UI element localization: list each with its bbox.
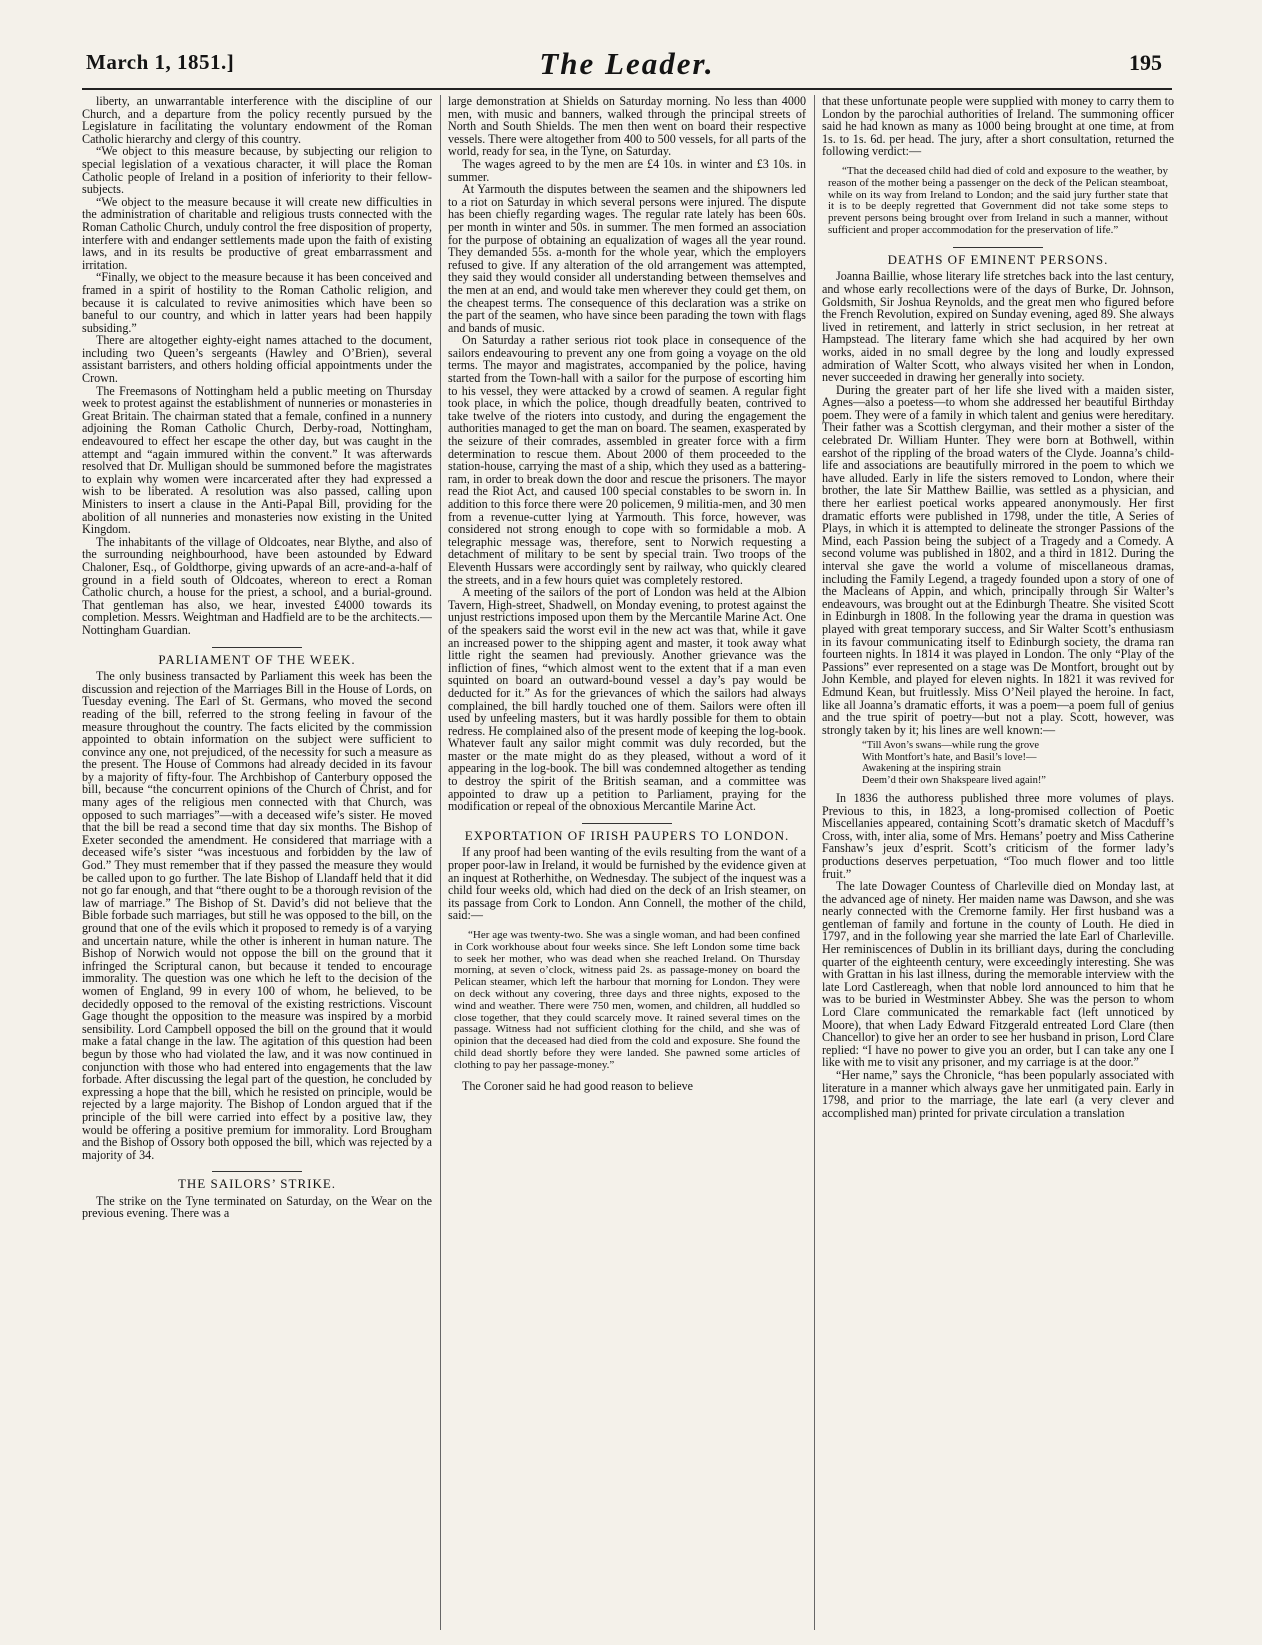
column-divider	[440, 95, 441, 1630]
paragraph: During the greater part of her life she lived with a maiden sister, Agnes—also a poetess—to whom she addressed her beautiful Birthday poem. They were of a family in which talent and genius were hereditary. Their father was a Scottish clergyman, and their mother a sister of the celebrated Dr. William Hunter. They were born at Bothwell, within earshot of the rippling of the broad waters of the Clyde. Joanna’s child-life and associations are beautifully mirrored in the poem to which we have alluded. Early in life the sisters removed to London, where their brother, the late Sir Matthew Baillie, was settled as a physician, and there her earliest poetical works appeared anonymously. Her first dramatic efforts were published in 1798, under the title, A Series of Plays, in which it is attempted to delineate the stronger Passions of the Mind, each Passion being the subject of a Tragedy and a Comedy. A second volume was published in 1802, and a third in 1812. During the interval she gave the world a volume of miscellaneous dramas, including the Family Legend, a tragedy founded upon a story of one of the Macleans of Appin, and which, principally through Sir Walter’s endeavours, was brought out at the Edinburgh Theatre. She visited Scott in Edinburgh in 1808. In the following year the drama in question was played with great temporary success, and Sir Walter Scott’s enthusiasm in its favour communicating itself to Edinburgh society, the drama ran fourteen nights. In 1814 it was played in London. The only “Play of the Passions” ever represented on a stage was De Montfort, brought out by John Kemble, and played for eleven nights. In 1821 it was revived for Edmund Kean, but fruitlessly. Miss O’Neil played the heroine. In fact, like all Joanna’s dramatic efforts, it was a poem—a poem full of genius and the true spirit of poetry—but not a play. Scott, however, was strongly taken by it; his lines are well known:—	[822, 382, 1174, 737]
block-quote: “That the deceased child had died of cold and exposure to the weather, by reason of the mother being a passenger on the deck of the Pelican steamboat, while on its way from Ireland to London; and the said jury further state that it is to be deeply regretted that Government did not take some steps to prevent persons being brought over from Ireland in such a manner, without sufficient and proper accommodation for the preservation of life.”	[828, 164, 1168, 236]
section-heading-parliament: PARLIAMENT OF THE WEEK.	[158, 651, 356, 667]
issue-date: March 1, 1851.]	[86, 50, 235, 74]
column-1	[82, 95, 432, 1630]
poem-line: With Montfort’s hate, and Basil’s love!—	[862, 751, 1037, 763]
column-2	[448, 95, 806, 1630]
paragraph: The late Dowager Countess of Charleville died on Monday last, at the advanced age of ninety. Her maiden name was Dawson, and she was nearly connected with the Cremorne family. Her first husband was a gentleman of family and fortune in the county of Louth. He died in 1797, and in the following year she married the late Earl of Charleville. Her reminiscences of Dublin in its brilliant days, during the concluding quarter of the eighteenth century, were exceedingly interesting. She was with Grattan in his last illness, during the memorable interview with the late Lord Castlereagh, when that noble lord announced to him that he was to be buried in Westminster Abbey. She was the person to whom Lord Clare communicated the remarkable fact (left unnoticed by Moore), that when Lady Edward Fitzgerald entreated Lord Clare (then Chancellor) to give her an order to see her husband in prison, Lord Clare replied: “I have no power to give you an order, but I can take any one I like with me to visit any prisoner, and my carriage is at the door.”	[822, 879, 1174, 1070]
poem-quote	[822, 740, 1174, 786]
paragraph: On Saturday a rather serious riot took place in consequence of the sailors endeavouring to prevent any one from going a voyage on the old terms. The mayor and magistrates, accompanied by the police, having started from the Town-hall with a sailor for the purpose of escorting him to his vessel, they were attacked by a crowd of seamen. A regular fight took place, in which the police, though dreadfully beaten, contrived to take twelve of the rioters into custody, and during the engagement the authorities managed to get the man on board. The seamen, exasperated by the seizure of their comrades, assembled in greater force with a firm determination to rescue them. About 2000 of them proceeded to the station-house, carrying the mast of a ship, which they used as a battering-ram, in order to break down the door and rescue the prisoners. The mayor read the Riot Act, and caused 100 special constables to be sworn in. In addition to this force there were 20 policemen, 9 militia-men, and 30 men from a revenue-cutter lying at Yarmouth. This force, however, was considered not strong enough to cope with so formidable a mob. A telegraphic message was, therefore, sent to Norwich requesting a detachment of military to be sent by special train. Two troops of the Eleventh Hussars were accordingly sent by railway, who quickly cleared the streets, and in a few hours quiet was completely restored.	[448, 333, 806, 587]
paragraph: “We object to the measure because it will create new difficulties in the administration of charitable and religious trusts connected with the Roman Catholic Church, unduly control the free disposition of property, interfere with and endanger settlements made upon the faith of existing laws, and in its results be productive of great embarrassment and irritation.	[82, 194, 432, 272]
poem-line: Deem’d their own Shakspeare lived again!”	[862, 774, 1046, 786]
paragraph: If any proof had been wanting of the evils resulting from the want of a proper poor-law in Ireland, it would be furnished by the evidence given at an inquest at Rotherhithe, on Wednesday. The subject of the inquest was a child four weeks old, which had died on the deck of an Irish steamer, on its passage from Cork to London. Ann Connell, the mother of the child, said:—	[448, 845, 806, 923]
column-3	[822, 95, 1174, 1630]
poem-line: “Till Avon’s swans—while rung the grove	[862, 740, 1040, 752]
paragraph: that these unfortunate people were supplied with money to carry them to London by the parochial authorities of Ireland. The summoning officer said he had known as many as 1000 being brought at one time, at from 1s. to 1s. 6d. per head. The jury, after a short consultation, returned the following verdict:—	[822, 95, 1174, 159]
paragraph: large demonstration at Shields on Saturday morning. No less than 4000 men, with music and banners, walked through the principal streets of North and South Shields. The men then went on board their respective vessels. There were altogether from 400 to 500 vessels, for all parts of the world, ready for sea, in the Tyne, on Saturday.	[448, 95, 806, 159]
paragraph: The Coroner said he had good reason to believe	[462, 1078, 694, 1093]
block-quote: “Her age was twenty-two. She was a single woman, and had been confined in Cork workhouse about four weeks since. She left London some time back to seek her mother, who was dead when she reached Ireland. On Thursday morning, at seven o’clock, witness paid 2s. as passage-money on board the Pelican steamer, which left the harbour that morning for London. They were on deck without any covering, three days and three nights, exposed to the wind and weather. There were 750 men, women, and children, all huddled so close together, that they could scarcely move. It rained several times on the passage. Witness had not sufficient clothing for the child, and she was of opinion that the deceased had died from the cold and exposure. She found the child dead shortly before they were landed. She pawned some articles of clothing to pay her passage-money.”	[454, 929, 800, 1071]
poem-line: Awakening at the inspiring strain	[862, 763, 1002, 775]
paragraph: The wages agreed to by the men are £4 10s. in winter and £3 10s. in summer.	[448, 156, 806, 184]
paragraph: In 1836 the authoress published three more volumes of plays. Previous to this, in 1823, a long-promised collection of Poetic Miscellanies appeared, containing Scott’s dramatic sketch of Macduff’s Cross, with, inter alia, some of Mrs. Hemans’ poetry and Miss Catherine Fanshaw’s jeux d’esprit. Scott’s criticism of the former lady’s productions deserves perpetuation, “Too much flower and too little fruit.”	[822, 790, 1174, 881]
paragraph: The strike on the Tyne terminated on Saturday, on the Wear on the previous evening. There was a	[82, 1193, 432, 1221]
paragraph: liberty, an unwarrantable interference with the discipline of our Church, and a departure from the policy recently pursued by the Legislature in facilitating the voluntary endowment of the Roman Catholic hierarchy and clergy of this country.	[82, 95, 432, 146]
section-heading-deaths: DEATHS OF EMINENT PERSONS.	[887, 251, 1109, 267]
section-rule	[953, 247, 1043, 248]
paragraph: “Her name,” says the Chronicle, “has been popularly associated with literature in a manner which always gave her unmitigated pain. Early in 1798, and prior to the marriage, the late earl (a very clever and accomplished man) printed for private circulation a translation	[822, 1068, 1174, 1120]
column-divider	[814, 95, 815, 1630]
paragraph: The Freemasons of Nottingham held a public meeting on Thursday week to protest against the establishment of nunneries or monasteries in Great Britain. The chairman stated that a female, confined in a nunnery adjoining the Roman Catholic Church, Derby-road, Nottingham, endeavoured to effect her escape the other day, but was caught in the attempt and “again immured within the convent.” It was afterwards resolved that Dr. Mulligan should be summoned before the magistrates to explain why women were incarcerated after they had expressed a wish to be liberated. A resolution was also passed, calling upon Ministers to insert a clause in the Anti-Papal Bill, providing for the abolition of all nunneries and monasteries now existing in the United Kingdom.	[82, 383, 432, 537]
paragraph: Joanna Baillie, whose literary life stretches back into the last century, and whose early recollections were of the days of Burke, Dr. Johnson, Goldsmith, Sir Joshua Reynolds, and the great men who figured before the French Revolution, expired on Sunday evening, aged 89. She always lived in retirement, and latterly in strict seclusion, in her retreat at Hampstead. The literary fame which she had acquired by her own works, aided in no small degree by the long and loudly expressed admiration of Walter Scott, who always visited her when in London, never succeeded in drawing her generally into society.	[822, 269, 1174, 385]
section-rule	[582, 823, 672, 824]
page-number: 195	[1129, 50, 1162, 75]
paragraph: “Finally, we object to the measure because it has been conceived and framed in a spirit of hostility to the Roman Catholic religion, and because it is calculated to revive animosities which have been so baneful to our country, and which in latter years had been happily subsiding.”	[82, 270, 432, 335]
masthead	[82, 46, 1172, 90]
section-rule	[212, 1171, 302, 1172]
section-heading-exportation: EXPORTATION OF IRISH PAUPERS TO LONDON.	[464, 827, 790, 843]
paragraph: There are altogether eighty-eight names attached to the document, including two Queen’s sergeants (Hawley and O’Brien), several assistant barristers, and others holding official appointments under the Crown.	[82, 333, 432, 386]
paragraph: A meeting of the sailors of the port of London was held at the Albion Tavern, High-street, Shadwell, on Monday evening, to protest against the unjust restrictions imposed upon them by the Mercantile Marine Act. One of the speakers said the worst evil in the new act was that, while it gave an increased power to the shipping agent and master, it took away what little right the seamen had previously. Another grievance was the infliction of fines, “which almost went to the extent that if a man even squinted on board an outward-bound vessel a day’s pay would be deducted for it.” As for the grievances of which the sailors had always complained, the bill hardly touched one of them. Sailors were often ill used by unfeeling masters, but it was hardly possible for them to obtain redress. He complained also of the present mode of keeping the log-book. Whatever fault any sailor might commit was duly recorded, but the master or the mate might do as they pleased, without a word of it appearing in the log-book. The bill was condemned altogether as tending to destroy the spirit of the British seaman, and a committee was appointed to draw up a petition to Parliament, praying for the modification or repeal of the obnoxious Mercantile Marine Act.	[448, 585, 806, 814]
section-rule	[212, 647, 302, 648]
paragraph: The only business transacted by Parliament this week has been the discussion and rejection of the Marriages Bill in the House of Lords, on Tuesday evening. The Earl of St. Germans, who moved the second reading of the bill, referred to the strong feeling in favour of the measure throughout the country. The facts elicited by the commission appointed to obtain information on the subject were sufficient to convince any one, not prejudiced, of the necessity for such a measure as the present. The House of Commons had already decided in its favour by a majority of fifty-four. The Archbishop of Canterbury opposed the bill, because “the concurrent opinions of the Church of Christ, and for many ages of the religious men connected with that Church, was opposed to such marriages”—with a deceased wife’s sister. He moved that the bill be read a second time that day six months. The Bishop of Exeter seconded the amendment. He considered that marriage with a deceased wife’s sister “was incestuous and forbidden by the law of God.” They must remember that if they passed the measure they would be called upon to go further. The late Bishop of Llandaff held that it did not go far enough, and that “there ought to be a thorough revision of the law of marriage.” The Bishop of St. David’s did not believe that the Bible forbade such marriages, but still he was opposed to the bill, on the ground that one of the evils which it proposed to remedy is of a varying and uncertain nature, while the other is inherent in human nature. The Bishop of Norwich would not oppose the bill on the ground that it infringed the Scriptural canon, but because it tended to encourage immorality. The question was one which he left to the decision of the women of England, 99 in every 100 of whom, he believed, to be decidedly opposed to the removal of the existing restrictions. Viscount Gage thought the opposition to the measure was inspired by a morbid sensibility. Lord Campbell opposed the bill on the ground that it would make a fatal change in the law. The agitation of this question had been begun by those who had violated the law, and it was now continued in conjunction with those who had entered into engagements that the law forbade. After discussing the legal part of the question, he concluded by expressing a hope that the bill, which he resisted on principle, would be rejected by a large majority. The Bishop of London argued that if the principle of the bill were carried into effect by a positive law, they would be offering a positive premium for immorality. Lord Brougham and the Bishop of Ossory both opposed the bill, which was rejected by a majority of 34.	[82, 669, 432, 1162]
paragraph: “We object to this measure because, by subjecting our religion to special legislation of a vexatious character, it will place the Roman Catholic people of Ireland in a position of inferiority to their fellow-subjects.	[82, 144, 432, 197]
paragraph: At Yarmouth the disputes between the seamen and the shipowners led to a riot on Saturday in which several persons were injured. The dispute has been chiefly regarding wages. The regular rate lately has been 60s. per month in winter and 50s. in summer. The men formed an association for the purpose of obtaining an equalization of wages all the year round. They demanded 55s. a-month for the whole year, which the employers refused to give. If any alteration of the old arrangement was attempted, they said they would consider all understanding between themselves and the men at an end, and would take men wherever they could get them, on the cheapest terms. The consequence of this declaration was a strike on the part of the seamen, who have since been parading the town with flags and bands of music.	[448, 182, 806, 335]
newspaper-title: The Leader.	[539, 46, 715, 81]
paragraph: The inhabitants of the village of Oldcoates, near Blythe, and also of the surrounding neighbourhood, have been astounded by Edward Chaloner, Esq., of Goldthorpe, giving upwards of an acre-and-a-half of ground in a field south of Oldcoates, whereon to erect a Roman Catholic church, a house for the priest, a school, and a burial-ground. That gentleman has also, we hear, invested £4000 towards its completion. Messrs. Weightman and Hadfield are to be the architects.—Nottingham Guardian.	[82, 534, 432, 637]
section-heading-sailors-strike: THE SAILORS’ STRIKE.	[177, 1176, 337, 1192]
